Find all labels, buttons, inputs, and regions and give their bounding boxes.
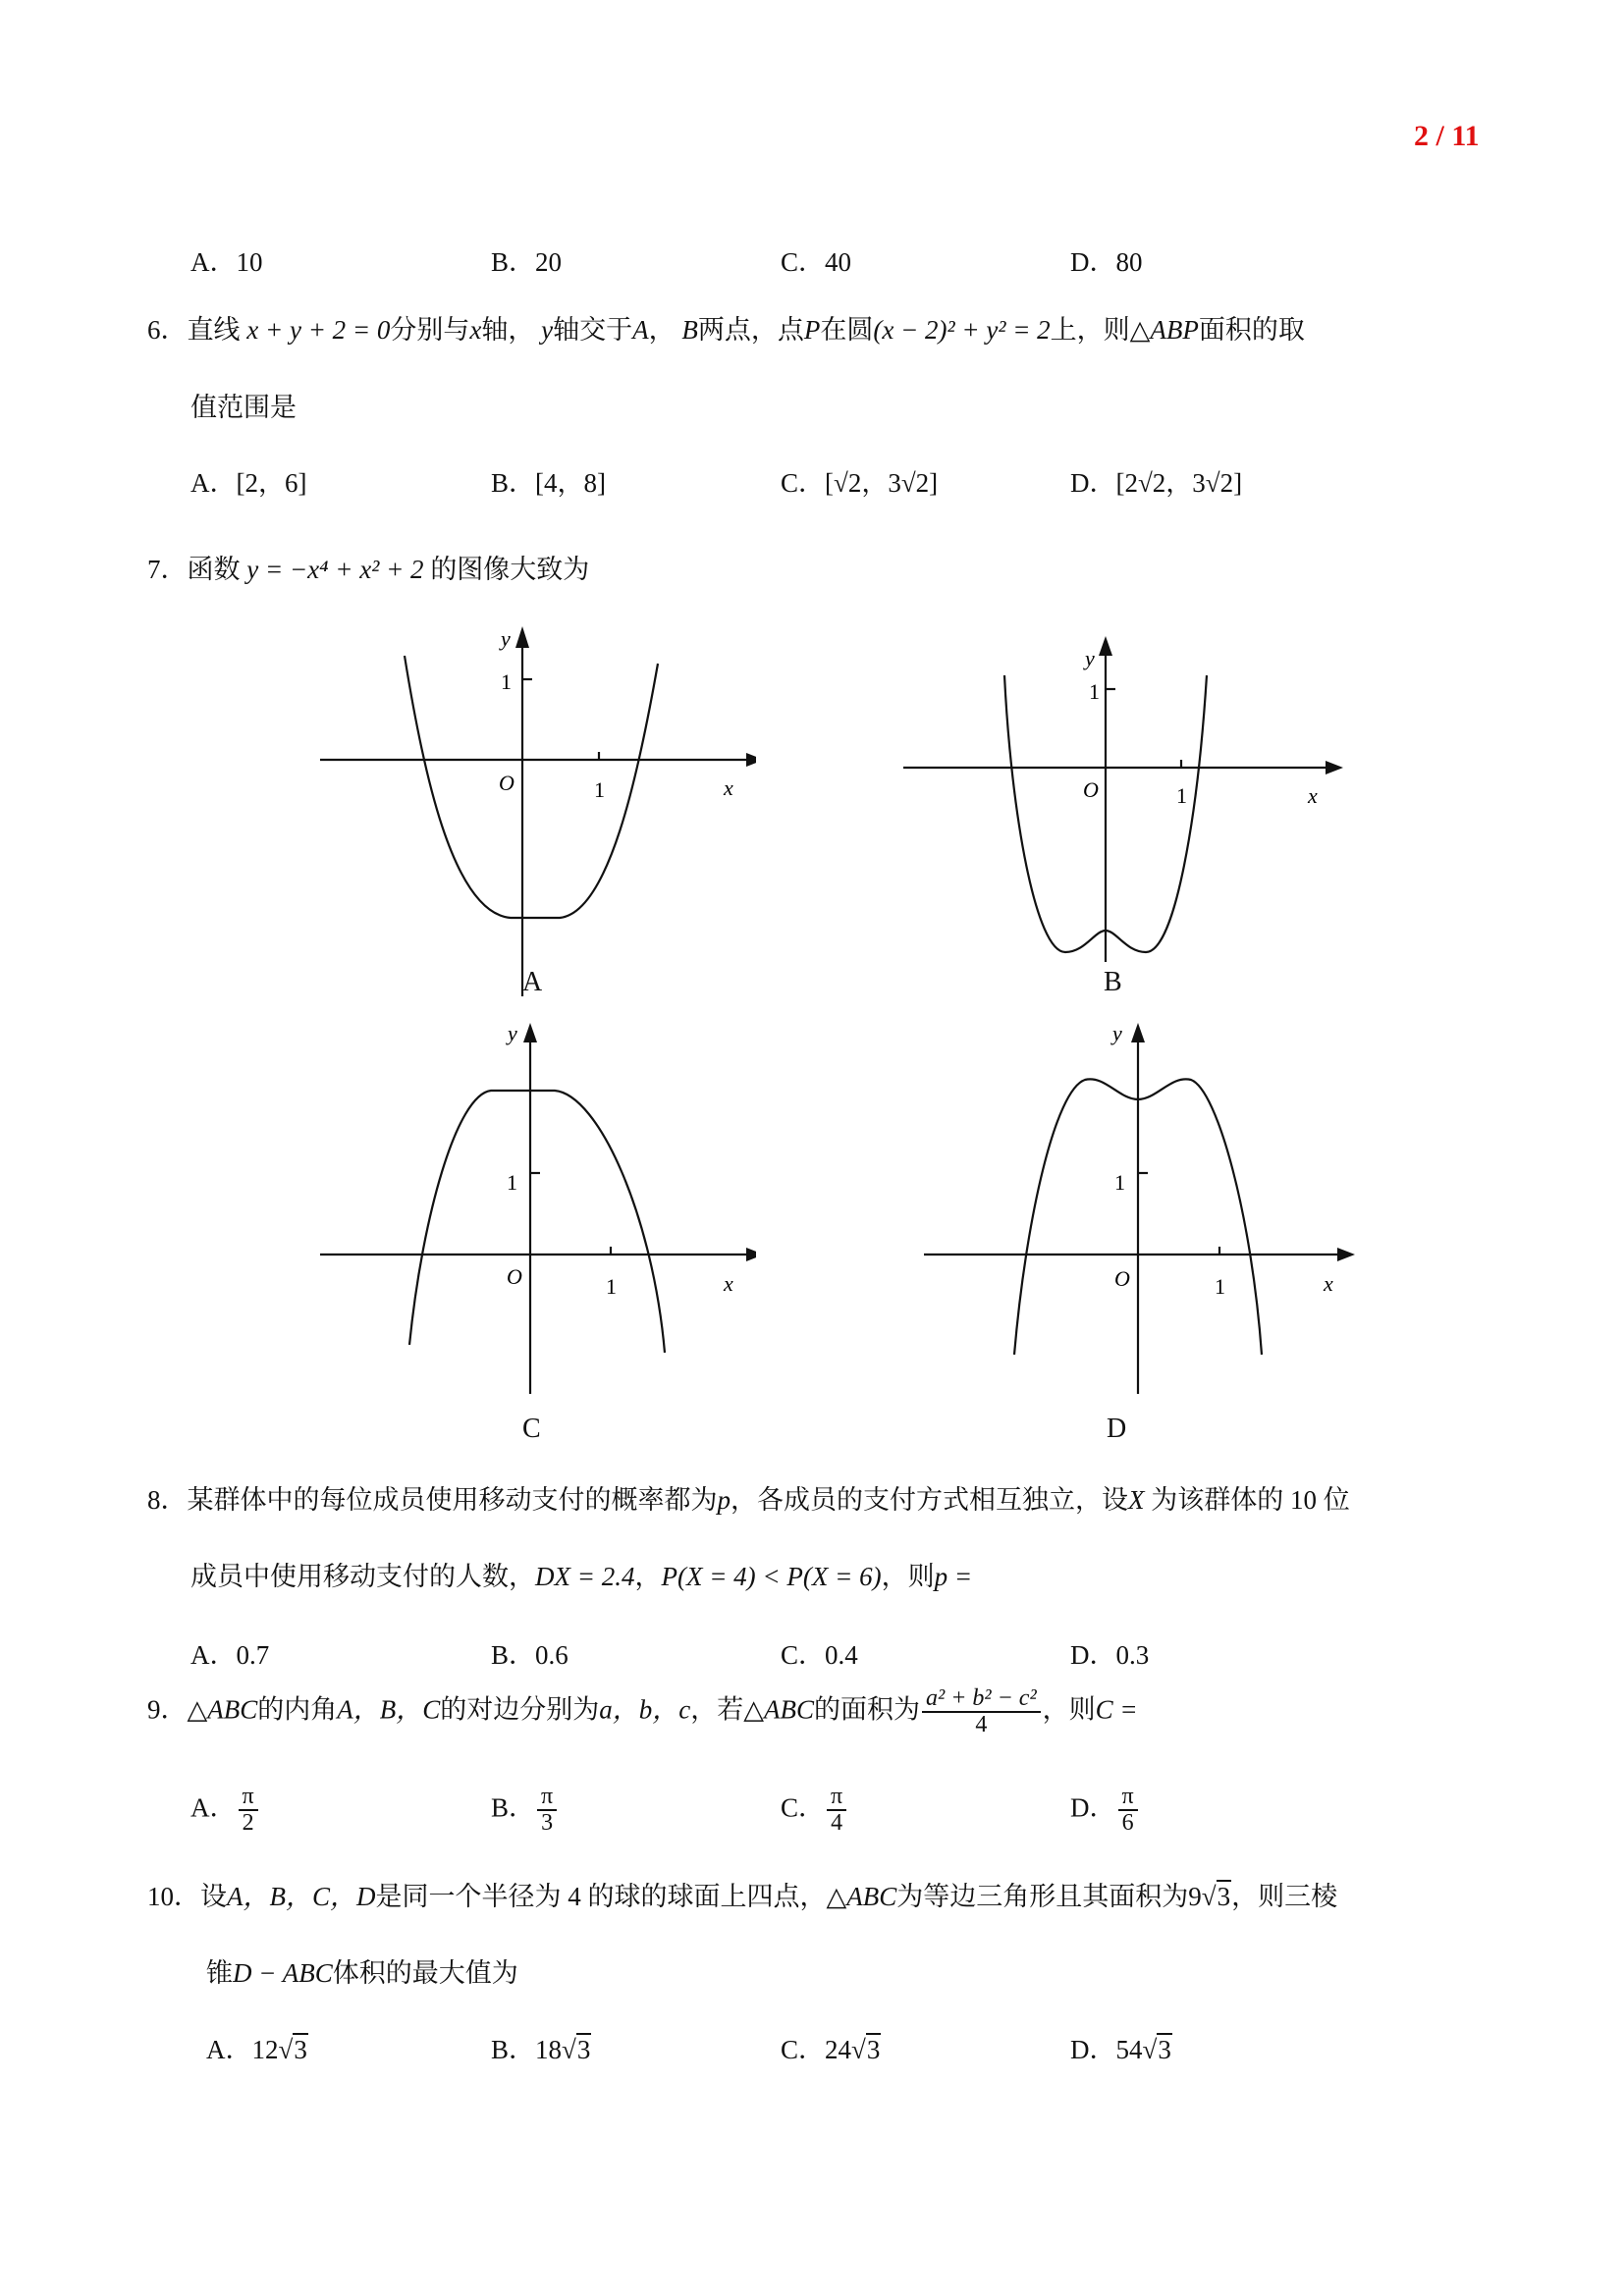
y-arrow-icon [523, 1023, 537, 1042]
q10-option-c: C．24√3 [781, 2035, 881, 2064]
q5-option-c: C．40 [781, 247, 852, 277]
x-tick-label: 1 [594, 777, 605, 802]
x-tick-label: 1 [1176, 783, 1187, 808]
q9-option-d: D． $\frac{\pi}{6}$ [1070, 1785, 1140, 1836]
q6-option-d: D．[2√2，3√2] [1070, 468, 1243, 498]
q5-option-d: D．80 [1070, 247, 1143, 277]
y-label: y [501, 626, 511, 651]
graph-d [918, 1021, 1360, 1414]
origin-label: O [1083, 777, 1099, 802]
q8-option-a: A．0.7 [190, 1640, 270, 1670]
q6-line-1: 6．直线 x + y + 2 = 0分别与x轴， y轴交于A， B两点，点P在圆(x − 2)² + y² = 2上，则△ABP面积的取 [147, 315, 1305, 345]
x-tick-label: 1 [606, 1274, 617, 1299]
graph-c-label: C [522, 1414, 541, 1444]
q10-line-2: 锥D − ABC体积的最大值为 [206, 1958, 518, 1988]
q9-stem: 9．△ABC的内角A，B，C的对边分别为a，b，c，若△ABC的面积为 $\frac{\text{a² + b² − c²}}{4}$ ，则C = [147, 1685, 1138, 1738]
q6-option-a: A．[2，6] [190, 468, 307, 498]
q8-line-1: 8．某群体中的每位成员使用移动支付的概率都为p，各成员的支付方式相互独立，设X 为该群体的 10 位 [147, 1485, 1350, 1515]
q5-option-a: A．10 [190, 247, 263, 277]
q10-option-b: B．18√3 [491, 2035, 591, 2064]
q5-option-b: B．20 [491, 247, 563, 277]
q9-option-b: B． $\frac{\pi}{3}$ [491, 1785, 559, 1836]
origin-label: O [507, 1264, 522, 1289]
q8-option-d: D．0.3 [1070, 1640, 1150, 1670]
y-tick-label: 1 [501, 669, 512, 694]
x-arrow-icon [1326, 761, 1343, 774]
x-arrow-icon [746, 753, 756, 767]
q7-stem: 7．函数 y = −x⁴ + x² + 2 的图像大致为 [147, 555, 590, 584]
q8-option-b: B．0.6 [491, 1640, 568, 1670]
x-label: x [724, 1271, 733, 1296]
x-arrow-icon [1337, 1248, 1355, 1261]
x-label: x [1308, 783, 1318, 808]
x-label: x [1324, 1271, 1333, 1296]
y-label: y [1085, 646, 1095, 670]
q9-option-c: C． $\frac{\pi}{4}$ [781, 1785, 848, 1836]
y-arrow-icon [1131, 1023, 1145, 1042]
origin-label: O [1114, 1266, 1130, 1291]
q10-option-a: A．12√3 [206, 2035, 307, 2064]
graph-c [314, 1021, 756, 1414]
q6-line-2: 值范围是 [190, 393, 297, 422]
y-arrow-icon [515, 626, 529, 648]
curve-a [405, 656, 658, 918]
y-tick-label: 1 [507, 1170, 517, 1195]
x-arrow-icon [746, 1248, 756, 1261]
curve-c [409, 1091, 665, 1353]
y-tick-label: 1 [1114, 1170, 1125, 1195]
x-tick-label: 1 [1215, 1274, 1225, 1299]
y-label: y [1112, 1021, 1122, 1045]
origin-label: O [499, 771, 514, 795]
q6-option-c: C．[√2，3√2] [781, 468, 939, 498]
page-number: 2 / 11 [1414, 120, 1480, 152]
y-tick-label: 1 [1089, 679, 1100, 704]
q8-line-2: 成员中使用移动支付的人数，DX = 2.4，P(X = 4) < P(X = 6)，则p = [190, 1562, 973, 1591]
q6-option-b: B．[4，8] [491, 468, 606, 498]
q9-option-a: A． $\frac{\pi}{2}$ [190, 1785, 260, 1836]
x-label: x [724, 775, 733, 800]
graph-b [898, 618, 1350, 972]
graph-a-label: A [522, 967, 543, 997]
q10-line-1: 10．设A，B，C，D是同一个半径为 4 的球的球面上四点，△ABC为等边三角形且其面积为9√3，则三棱 [147, 1877, 1337, 1916]
q10-option-d: D．54√3 [1070, 2035, 1171, 2064]
q8-option-c: C．0.4 [781, 1640, 858, 1670]
sqrt-icon: √3 [1201, 1882, 1231, 1911]
graph-a [314, 618, 756, 1011]
y-label: y [508, 1021, 517, 1045]
graph-d-label: D [1107, 1414, 1127, 1444]
y-arrow-icon [1099, 636, 1112, 656]
area-fraction: $\frac{\text{a² + b² − c²}}{4}$ [922, 1686, 1041, 1737]
graph-b-label: B [1104, 967, 1122, 997]
